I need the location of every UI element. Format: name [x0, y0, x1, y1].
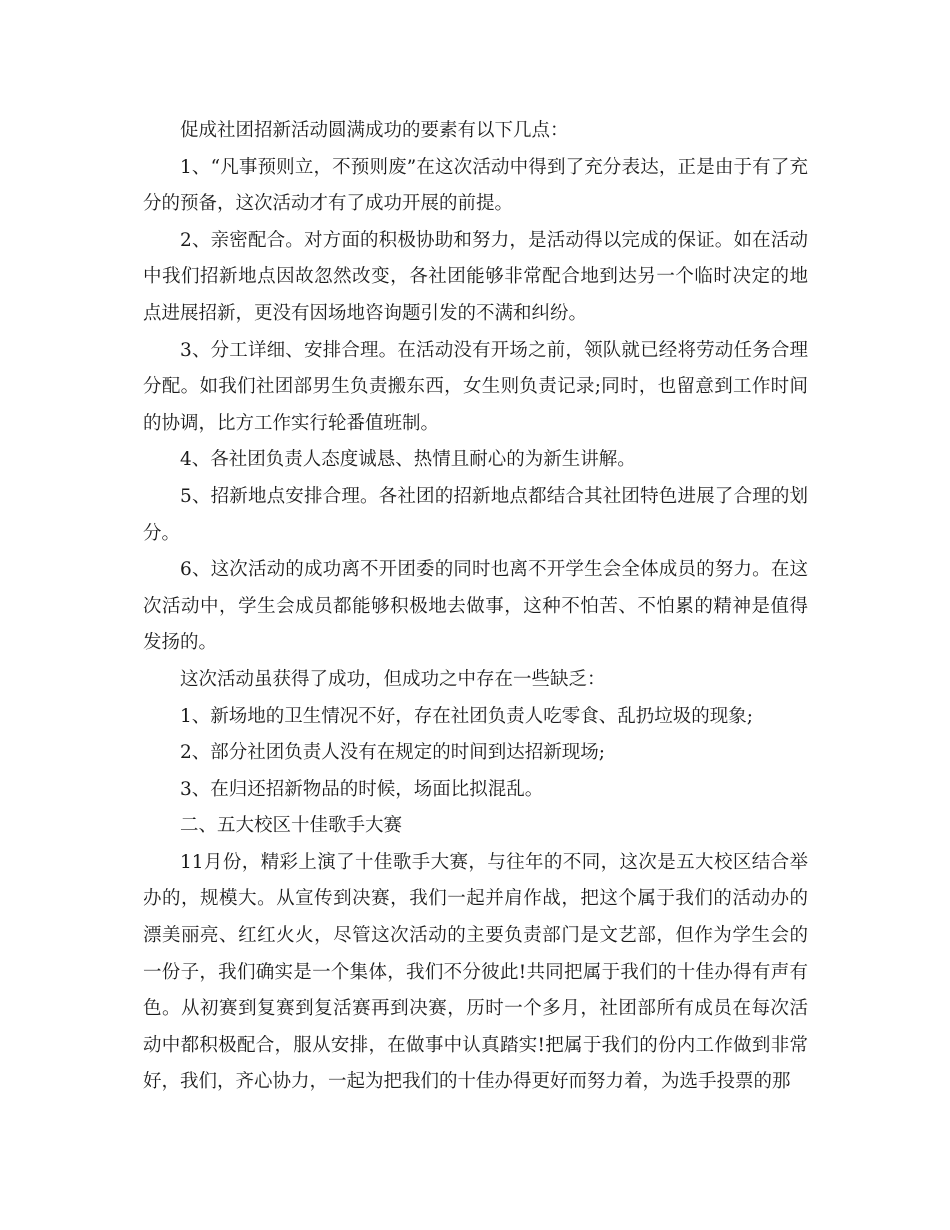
paragraph-point-1: 1、“凡事预则立，不预则废”在这次活动中得到了充分表达，正是由于有了充分的预备，这次活动才有了成功开展的前提。 [143, 156, 808, 215]
paragraph-intro: 促成社团招新活动圆满成功的要素有以下几点： [180, 120, 569, 141]
paragraph-point-6: 6、这次活动的成功离不开团委的同时也离不开学生会全体成员的努力。在这次活动中，学生会成员都能够积极地去做事，这种不怕苦、不怕累的精神是值得发扬的。 [143, 559, 808, 654]
paragraph-point-2: 2、亲密配合。对方面的积极协助和努力，是活动得以完成的保证。如在活动中我们招新地点因故忽然改变，各社团能够非常配合地到达另一个临时决定的地点进展招新，更没有因场地咨询题引发的不满和纠纷。 [143, 229, 808, 324]
paragraph-shortcoming-2: 2、部分社团负责人没有在规定的时间到达招新现场; [180, 742, 606, 764]
paragraph-shortcoming-1: 1、新场地的卫生情况不好，存在社团负责人吃零食、乱扔垃圾的现象; [180, 705, 754, 727]
section-heading: 二、五大校区十佳歌手大赛 [180, 815, 403, 837]
document-body [143, 113, 808, 1101]
paragraph-shortcoming-3: 3、在归还招新物品的时候，场面比拟混乱。 [180, 778, 544, 800]
paragraph-point-5: 5、招新地点安排合理。各社团的招新地点都结合其社团特色进展了合理的划分。 [143, 485, 808, 544]
paragraph-point-3: 3、分工详细、安排合理。在活动没有开场之前，领队就已经将劳动任务合理分配。如我们社团部男生负责搬东西，女生则负责记录;同时，也留意到工作时间的协调，比方工作实行轮番值班制。 [143, 339, 808, 434]
paragraph-point-4: 4、各社团负责人态度诚恳、热情且耐心的为新生讲解。 [180, 449, 636, 471]
paragraph-contest: 11月份，精彩上演了十佳歌手大赛，与往年的不同，这次是五大校区结合举办的，规模大。从宣传到决赛，我们一起并肩作战，把这个属于我们的活动办的漂美丽亮、红红火火，尽管这次活动的主要负责部门是文艺部，但作为学生会的一份子，我们确实是一个集体，我们不分彼此!共同把属于我们的十佳办得有声有色。从初赛到复赛到复活赛再到决赛，历时一个多月，社团部所有成员在每次活动中都积极配合，服从安排，在做事中认真踏实!把属于我们的份内工作做到非常好，我们，齐心协力，一起为把我们的十佳办得更好而努力着，为选手投票的那 [143, 851, 809, 1093]
paragraph-shortcomings-intro: 这次活动虽获得了成功，但成功之中存在一些缺乏： [180, 668, 606, 690]
